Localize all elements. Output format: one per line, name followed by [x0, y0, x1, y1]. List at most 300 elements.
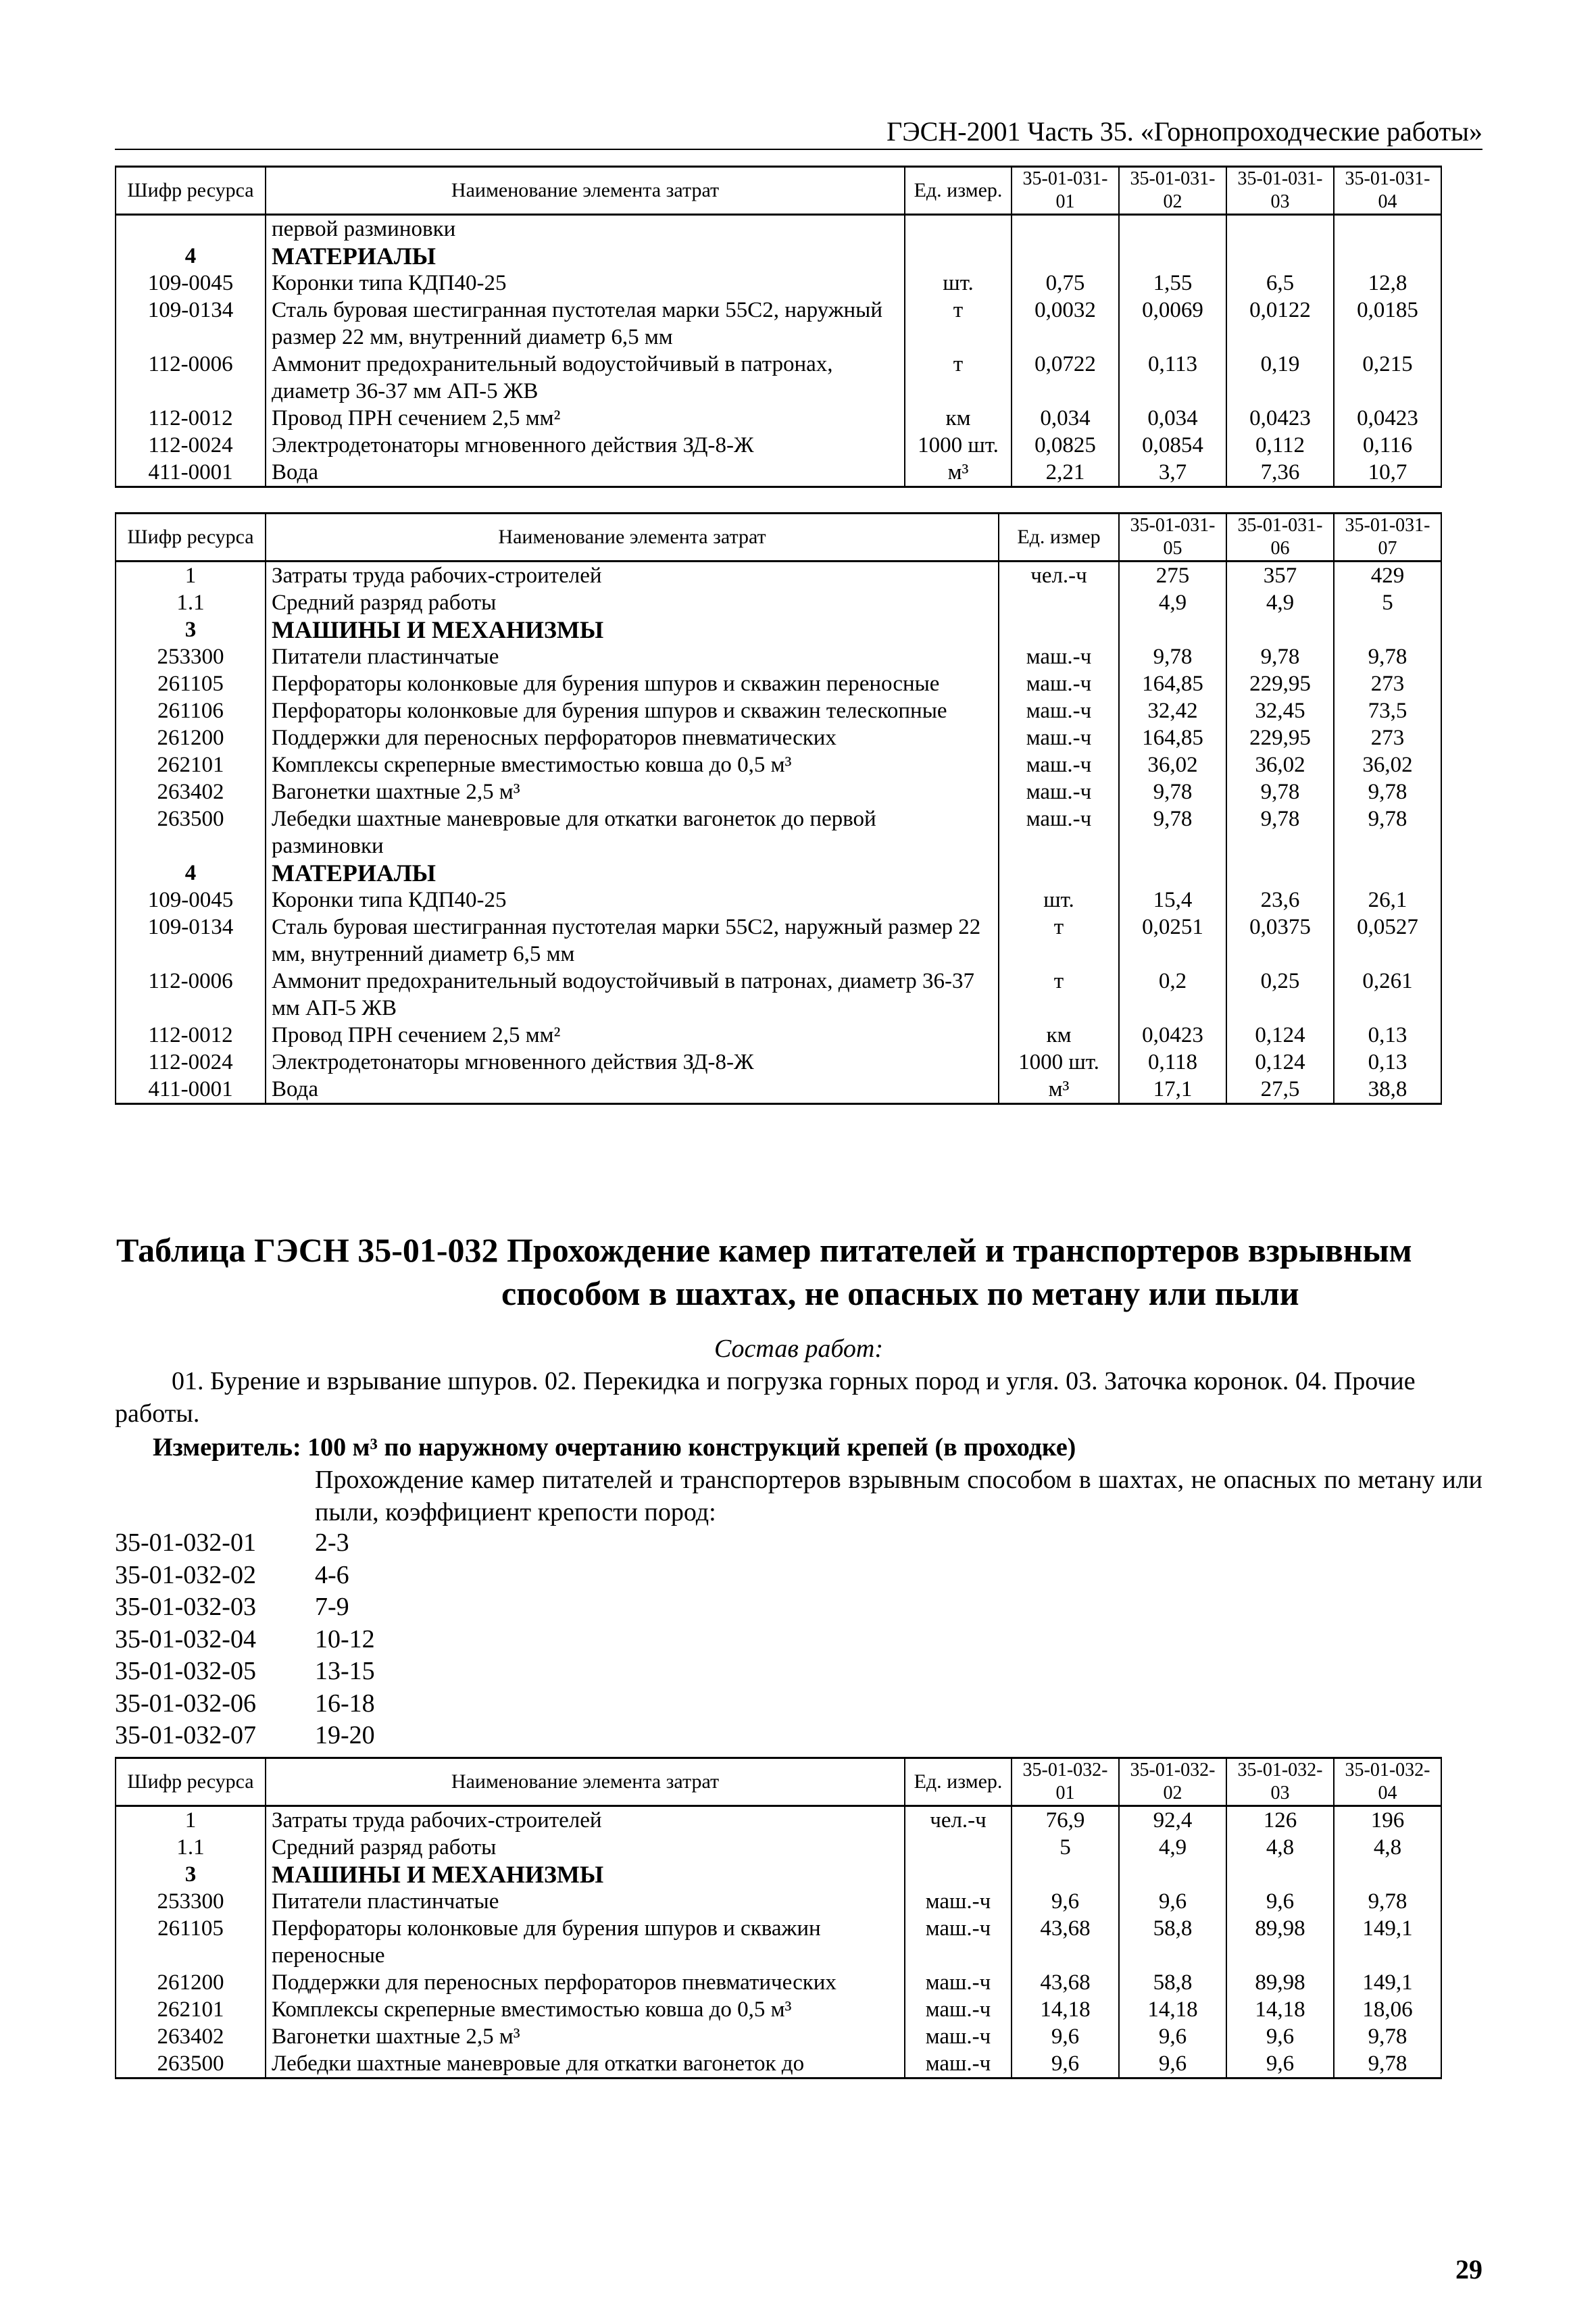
resource-value: 229,95: [1226, 724, 1334, 751]
table-row: [116, 805, 1441, 860]
resource-code: [116, 215, 266, 243]
resource-value: 0,0185: [1334, 297, 1441, 351]
resource-code: 253300: [116, 643, 266, 670]
table-row: [116, 459, 1441, 487]
section-title-line-1: Таблица ГЭСН 35-01-032 Прохождение камер питателей и транспортеров взрывным: [116, 1231, 1412, 1269]
table-row: [116, 1915, 1441, 1969]
table-row: [116, 589, 1441, 616]
resource-value: 0,112: [1226, 432, 1334, 459]
resource-value: 0,0423: [1334, 405, 1441, 432]
code-list-item: [115, 1560, 375, 1592]
resource-code: 112-0006: [116, 968, 266, 1022]
resource-name: МАТЕРИАЛЫ: [266, 860, 999, 887]
section-row: [116, 616, 1441, 643]
norm-code: 35-01-032-01: [115, 1528, 256, 1557]
resource-value: [1334, 1861, 1441, 1888]
resource-name: Вагонетки шахтные 2,5 м³: [266, 778, 999, 805]
meter-line: [153, 1431, 1482, 1464]
resource-unit: маш.-ч: [905, 1969, 1012, 1996]
resource-unit: маш.-ч: [999, 805, 1119, 860]
resource-value: 43,68: [1012, 1969, 1119, 1996]
section-row: [116, 243, 1441, 270]
hardness-range: 7-9: [315, 1593, 349, 1621]
resource-value: 0,124: [1226, 1049, 1334, 1076]
resource-name: Коронки типа КДП40-25: [266, 270, 905, 297]
norm-code: 35-01-032-03: [115, 1593, 256, 1621]
resource-name: Электродетонаторы мгновенного действия ЗД-8-Ж: [266, 432, 905, 459]
resource-value: 9,78: [1119, 643, 1226, 670]
resource-value: 0,0722: [1012, 351, 1119, 405]
resource-code: 411-0001: [116, 459, 266, 487]
section-row: [116, 1861, 1441, 1888]
resource-value: 0,0825: [1012, 432, 1119, 459]
resource-code: 112-0012: [116, 405, 266, 432]
resource-value: 26,1: [1334, 887, 1441, 914]
resource-value: 4,8: [1226, 1834, 1334, 1861]
resource-value: 275: [1119, 562, 1226, 590]
resource-value: 0,2: [1119, 968, 1226, 1022]
resource-value: [1226, 215, 1334, 243]
hardness-range: 4-6: [315, 1560, 349, 1589]
resource-value: 9,78: [1334, 805, 1441, 860]
resource-value: [1012, 215, 1119, 243]
table-row: [116, 2023, 1441, 2050]
resource-value: 9,78: [1226, 778, 1334, 805]
resource-code: 109-0045: [116, 887, 266, 914]
table-row: [116, 270, 1441, 297]
resource-name: МАШИНЫ И МЕХАНИЗМЫ: [266, 1861, 905, 1888]
resource-value: 0,0423: [1119, 1022, 1226, 1049]
resource-value: [1226, 860, 1334, 887]
resource-value: 1,55: [1119, 270, 1226, 297]
resource-name: Поддержки для переносных перфораторов пневматических: [266, 724, 999, 751]
resource-name: МАТЕРИАЛЫ: [266, 243, 905, 270]
resource-unit: маш.-ч: [905, 1888, 1012, 1915]
resource-value: 0,0423: [1226, 405, 1334, 432]
resource-value: 89,98: [1226, 1915, 1334, 1969]
resource-value: 9,78: [1119, 805, 1226, 860]
resource-unit: маш.-ч: [999, 670, 1119, 697]
meter-value: 100 м³ по наружному очертанию конструкций крепей (в проходке): [307, 1433, 1076, 1462]
resource-value: 0,0854: [1119, 432, 1226, 459]
resource-value: 43,68: [1012, 1915, 1119, 1969]
resource-value: 27,5: [1226, 1076, 1334, 1104]
resource-value: 5: [1012, 1834, 1119, 1861]
resource-value: [1012, 1861, 1119, 1888]
resource-value: 36,02: [1119, 751, 1226, 778]
norm-code: 35-01-032-02: [115, 1560, 256, 1589]
table-row: [116, 215, 1441, 243]
resource-unit: км: [905, 405, 1012, 432]
resource-value: 32,45: [1226, 697, 1334, 724]
resource-value: 38,8: [1334, 1076, 1441, 1104]
resource-value: 4,9: [1119, 589, 1226, 616]
resource-value: 0,0375: [1226, 914, 1334, 968]
resource-code: 109-0045: [116, 270, 266, 297]
resource-value: 89,98: [1226, 1969, 1334, 1996]
header-code: Шифр ресурса: [116, 514, 266, 562]
resource-value: 9,78: [1334, 2050, 1441, 2078]
hardness-range: 16-18: [315, 1689, 375, 1718]
header-name: Наименование элемента затрат: [266, 167, 905, 215]
header-name: Наименование элемента затрат: [266, 1758, 905, 1806]
resource-value: 6,5: [1226, 270, 1334, 297]
meter-description: Прохождение камер питателей и транспортеров взрывным способом в шахтах, не опасных по метану или пыли, коэффициент крепости пород:: [315, 1466, 1482, 1526]
resource-value: 9,78: [1226, 805, 1334, 860]
resource-code: 4: [116, 860, 266, 887]
table-row: [116, 751, 1441, 778]
table-row: [116, 405, 1441, 432]
resource-value: [1226, 616, 1334, 643]
resource-name: Средний разряд работы: [266, 1834, 905, 1861]
resource-value: 9,6: [1119, 2050, 1226, 2078]
resource-value: [1334, 616, 1441, 643]
header-code: Шифр ресурса: [116, 167, 266, 215]
resource-code: 263402: [116, 778, 266, 805]
resource-name: первой разминовки: [266, 215, 905, 243]
resource-value: 9,6: [1012, 2050, 1119, 2078]
resource-code: 261200: [116, 1969, 266, 1996]
table-row: [116, 1834, 1441, 1861]
section-title: [115, 1228, 1482, 1315]
resource-value: 36,02: [1226, 751, 1334, 778]
header-name: Наименование элемента затрат: [266, 514, 999, 562]
table-row: [116, 643, 1441, 670]
resource-value: 4,9: [1226, 589, 1334, 616]
resource-unit: [905, 1861, 1012, 1888]
header-unit: Ед. измер.: [905, 1758, 1012, 1806]
header-norm-code: 35-01-031-04: [1334, 167, 1441, 215]
resource-value: 9,6: [1012, 1888, 1119, 1915]
resource-name: Питатели пластинчатые: [266, 643, 999, 670]
page-number: 29: [1455, 2254, 1482, 2285]
resource-value: 9,78: [1119, 778, 1226, 805]
resource-value: 273: [1334, 724, 1441, 751]
resource-value: [1119, 215, 1226, 243]
table-row: [116, 1806, 1441, 1835]
resource-value: 9,6: [1226, 2023, 1334, 2050]
meter-label: Измеритель:: [153, 1433, 301, 1462]
table-row: [116, 1969, 1441, 1996]
resource-unit: маш.-ч: [905, 1915, 1012, 1969]
resource-value: 36,02: [1334, 751, 1441, 778]
resource-value: 18,06: [1334, 1996, 1441, 2023]
resource-code: 112-0024: [116, 1049, 266, 1076]
resource-code: 261200: [116, 724, 266, 751]
resource-unit: [999, 860, 1119, 887]
composition-heading: Состав работ:: [714, 1335, 884, 1363]
resource-code: 1.1: [116, 1834, 266, 1861]
resource-value: 9,6: [1012, 2023, 1119, 2050]
resource-unit: маш.-ч: [905, 1996, 1012, 2023]
resource-unit: [905, 243, 1012, 270]
resource-unit: 1000 шт.: [999, 1049, 1119, 1076]
code-list-item: [115, 1624, 375, 1656]
table-row: [116, 697, 1441, 724]
hardness-range: 10-12: [315, 1624, 375, 1653]
resource-unit: маш.-ч: [905, 2050, 1012, 2078]
resource-value: 0,116: [1334, 432, 1441, 459]
header-norm-code: 35-01-031-07: [1334, 514, 1441, 562]
resource-unit: м³: [905, 459, 1012, 487]
resource-value: 229,95: [1226, 670, 1334, 697]
resource-value: [1012, 243, 1119, 270]
hardness-range: 2-3: [315, 1528, 349, 1557]
norm-code: 35-01-032-06: [115, 1689, 256, 1718]
table-row: [116, 887, 1441, 914]
resource-name: МАШИНЫ И МЕХАНИЗМЫ: [266, 616, 999, 643]
resource-code: 262101: [116, 1996, 266, 2023]
section-title-line-2: способом в шахтах, не опасных по метану или пыли: [501, 1274, 1299, 1312]
resource-value: 2,21: [1012, 459, 1119, 487]
resource-value: 76,9: [1012, 1806, 1119, 1835]
resource-value: 0,261: [1334, 968, 1441, 1022]
resource-unit: [905, 1834, 1012, 1861]
table-header-row: [116, 1758, 1441, 1806]
resource-unit: 1000 шт.: [905, 432, 1012, 459]
resource-name: Коронки типа КДП40-25: [266, 887, 999, 914]
resource-value: 73,5: [1334, 697, 1441, 724]
resource-name: Поддержки для переносных перфораторов пневматических: [266, 1969, 905, 1996]
resource-unit: маш.-ч: [905, 2023, 1012, 2050]
resource-value: 14,18: [1119, 1996, 1226, 2023]
resource-name: Затраты труда рабочих-строителей: [266, 562, 999, 590]
resource-name: Вода: [266, 459, 905, 487]
table-row: [116, 778, 1441, 805]
resource-code: 112-0012: [116, 1022, 266, 1049]
resource-unit: маш.-ч: [999, 724, 1119, 751]
resource-unit: т: [905, 351, 1012, 405]
resource-name: Питатели пластинчатые: [266, 1888, 905, 1915]
resource-value: [1119, 243, 1226, 270]
resource-table-031-05-07: [115, 512, 1442, 1105]
table-header-row: [116, 514, 1441, 562]
resource-name: Комплексы скреперные вместимостью ковша до 0,5 м³: [266, 1996, 905, 2023]
resource-unit: м³: [999, 1076, 1119, 1104]
resource-value: 9,78: [1226, 643, 1334, 670]
resource-value: [1119, 860, 1226, 887]
resource-code: 261105: [116, 1915, 266, 1969]
header-unit: Ед. измер: [999, 514, 1119, 562]
resource-value: 12,8: [1334, 270, 1441, 297]
norm-code: 35-01-032-04: [115, 1624, 256, 1653]
resource-table-031-01-04: [115, 166, 1442, 488]
code-list-item: [115, 1527, 375, 1560]
code-list-item: [115, 1688, 375, 1720]
resource-name: Лебедки шахтные маневровые для откатки вагонеток до первой разминовки: [266, 805, 999, 860]
code-list-item: [115, 1591, 375, 1624]
resource-unit: [905, 215, 1012, 243]
resource-value: 9,78: [1334, 1888, 1441, 1915]
resource-value: 14,18: [1012, 1996, 1119, 2023]
resource-code: 263500: [116, 805, 266, 860]
resource-value: [1334, 860, 1441, 887]
table-row: [116, 1996, 1441, 2023]
resource-value: 0,118: [1119, 1049, 1226, 1076]
resource-value: 17,1: [1119, 1076, 1226, 1104]
table-row: [116, 562, 1441, 590]
resource-unit: маш.-ч: [999, 751, 1119, 778]
resource-code: 109-0134: [116, 914, 266, 968]
table-row: [116, 1888, 1441, 1915]
resource-value: 429: [1334, 562, 1441, 590]
resource-name: Сталь буровая шестигранная пустотелая марки 55С2, наружный размер 22 мм, внутренний диаметр 6,5 мм: [266, 914, 999, 968]
resource-value: 15,4: [1119, 887, 1226, 914]
resource-value: 9,78: [1334, 778, 1441, 805]
resource-name: Комплексы скреперные вместимостью ковша до 0,5 м³: [266, 751, 999, 778]
resource-value: 357: [1226, 562, 1334, 590]
resource-name: Провод ПРН сечением 2,5 мм²: [266, 405, 905, 432]
resource-value: [1119, 1861, 1226, 1888]
resource-value: 9,6: [1119, 1888, 1226, 1915]
composition-text: 01. Бурение и взрывание шпуров. 02. Перекидка и погрузка горных пород и угля. 03. Заточка коронок. 04. Прочие работы.: [115, 1367, 1416, 1428]
resource-code: 411-0001: [116, 1076, 266, 1104]
resource-code: 261106: [116, 697, 266, 724]
resource-code: 3: [116, 616, 266, 643]
resource-value: 196: [1334, 1806, 1441, 1835]
resource-name: Аммонит предохранительный водоустойчивый в патронах, диаметр 36-37 мм АП-5 ЖВ: [266, 351, 905, 405]
resource-name: Перфораторы колонковые для бурения шпуров и скважин переносные: [266, 1915, 905, 1969]
resource-value: 273: [1334, 670, 1441, 697]
header-code: Шифр ресурса: [116, 1758, 266, 1806]
resource-value: [1334, 243, 1441, 270]
resource-unit: чел.-ч: [905, 1806, 1012, 1835]
resource-value: 0,124: [1226, 1022, 1334, 1049]
resource-unit: маш.-ч: [999, 643, 1119, 670]
resource-name: Вода: [266, 1076, 999, 1104]
resource-code: 253300: [116, 1888, 266, 1915]
table-header-row: [116, 167, 1441, 215]
header-norm-code: 35-01-031-03: [1226, 167, 1334, 215]
resource-value: [1119, 616, 1226, 643]
resource-value: 4,8: [1334, 1834, 1441, 1861]
resource-name: Аммонит предохранительный водоустойчивый в патронах, диаметр 36-37 мм АП-5 ЖВ: [266, 968, 999, 1022]
resource-value: 9,6: [1226, 2050, 1334, 2078]
resource-value: 7,36: [1226, 459, 1334, 487]
resource-value: 3,7: [1119, 459, 1226, 487]
resource-unit: шт.: [999, 887, 1119, 914]
resource-value: 0,19: [1226, 351, 1334, 405]
resource-name: Затраты труда рабочих-строителей: [266, 1806, 905, 1835]
table-row: [116, 2050, 1441, 2078]
resource-value: 0,0251: [1119, 914, 1226, 968]
resource-value: 5: [1334, 589, 1441, 616]
header-norm-code: 35-01-031-01: [1012, 167, 1119, 215]
section-row: [116, 860, 1441, 887]
resource-value: 0,0032: [1012, 297, 1119, 351]
page-header: ГЭСН-2001 Часть 35. «Горнопроходческие работы»: [115, 115, 1482, 150]
resource-table-032-01-04: [115, 1757, 1442, 2079]
resource-value: 149,1: [1334, 1915, 1441, 1969]
table-row: [116, 670, 1441, 697]
table-row: [116, 351, 1441, 405]
table-row: [116, 1022, 1441, 1049]
resource-value: 149,1: [1334, 1969, 1441, 1996]
resource-value: 10,7: [1334, 459, 1441, 487]
resource-unit: чел.-ч: [999, 562, 1119, 590]
resource-value: 9,6: [1119, 2023, 1226, 2050]
resource-code: 109-0134: [116, 297, 266, 351]
resource-unit: т: [999, 968, 1119, 1022]
resource-value: 164,85: [1119, 670, 1226, 697]
resource-unit: т: [905, 297, 1012, 351]
resource-code: 263500: [116, 2050, 266, 2078]
resource-unit: [999, 616, 1119, 643]
resource-value: 0,0069: [1119, 297, 1226, 351]
header-norm-code: 35-01-032-01: [1012, 1758, 1119, 1806]
resource-value: 0,13: [1334, 1049, 1441, 1076]
resource-code: 1: [116, 562, 266, 590]
resource-code: 263402: [116, 2023, 266, 2050]
header-norm-code: 35-01-032-02: [1119, 1758, 1226, 1806]
resource-name: Сталь буровая шестигранная пустотелая марки 55С2, наружный размер 22 мм, внутренний диаметр 6,5 мм: [266, 297, 905, 351]
resource-code: 3: [116, 1861, 266, 1888]
table-row: [116, 914, 1441, 968]
table-row: [116, 432, 1441, 459]
code-list-item: [115, 1656, 375, 1688]
header-norm-code: 35-01-031-02: [1119, 167, 1226, 215]
resource-value: 0,0527: [1334, 914, 1441, 968]
hardness-range: 19-20: [315, 1721, 375, 1749]
resource-value: 0,113: [1119, 351, 1226, 405]
resource-value: 14,18: [1226, 1996, 1334, 2023]
resource-unit: маш.-ч: [999, 778, 1119, 805]
resource-name: Лебедки шахтные маневровые для откатки вагонеток до: [266, 2050, 905, 2078]
resource-unit: т: [999, 914, 1119, 968]
resource-value: 9,6: [1226, 1888, 1334, 1915]
resource-name: Вагонетки шахтные 2,5 м³: [266, 2023, 905, 2050]
resource-value: 0,034: [1119, 405, 1226, 432]
resource-value: 164,85: [1119, 724, 1226, 751]
resource-code: 4: [116, 243, 266, 270]
resource-value: 9,78: [1334, 2023, 1441, 2050]
resource-value: 0,75: [1012, 270, 1119, 297]
norm-code: 35-01-032-07: [115, 1721, 256, 1749]
table-row: [116, 968, 1441, 1022]
resource-value: [1226, 243, 1334, 270]
resource-name: Средний разряд работы: [266, 589, 999, 616]
header-norm-code: 35-01-031-06: [1226, 514, 1334, 562]
table-row: [116, 1076, 1441, 1104]
resource-value: 58,8: [1119, 1915, 1226, 1969]
resource-name: Перфораторы колонковые для бурения шпуров и скважин переносные: [266, 670, 999, 697]
norm-code: 35-01-032-05: [115, 1657, 256, 1685]
resource-code: 1.1: [116, 589, 266, 616]
resource-code: 112-0006: [116, 351, 266, 405]
table-row: [116, 1049, 1441, 1076]
header-norm-code: 35-01-032-04: [1334, 1758, 1441, 1806]
resource-value: 126: [1226, 1806, 1334, 1835]
resource-value: 0,034: [1012, 405, 1119, 432]
header-unit: Ед. измер.: [905, 167, 1012, 215]
resource-value: [1334, 215, 1441, 243]
resource-name: Электродетонаторы мгновенного действия ЗД-8-Ж: [266, 1049, 999, 1076]
resource-value: [1226, 1861, 1334, 1888]
resource-value: 0,215: [1334, 351, 1441, 405]
resource-value: 4,9: [1119, 1834, 1226, 1861]
resource-value: 0,13: [1334, 1022, 1441, 1049]
header-norm-code: 35-01-032-03: [1226, 1758, 1334, 1806]
resource-value: 92,4: [1119, 1806, 1226, 1835]
code-list: [115, 1527, 375, 1752]
resource-name: Провод ПРН сечением 2,5 мм²: [266, 1022, 999, 1049]
resource-value: 0,25: [1226, 968, 1334, 1022]
resource-value: 58,8: [1119, 1969, 1226, 1996]
table-row: [116, 724, 1441, 751]
resource-unit: маш.-ч: [999, 697, 1119, 724]
resource-value: 23,6: [1226, 887, 1334, 914]
resource-code: 262101: [116, 751, 266, 778]
